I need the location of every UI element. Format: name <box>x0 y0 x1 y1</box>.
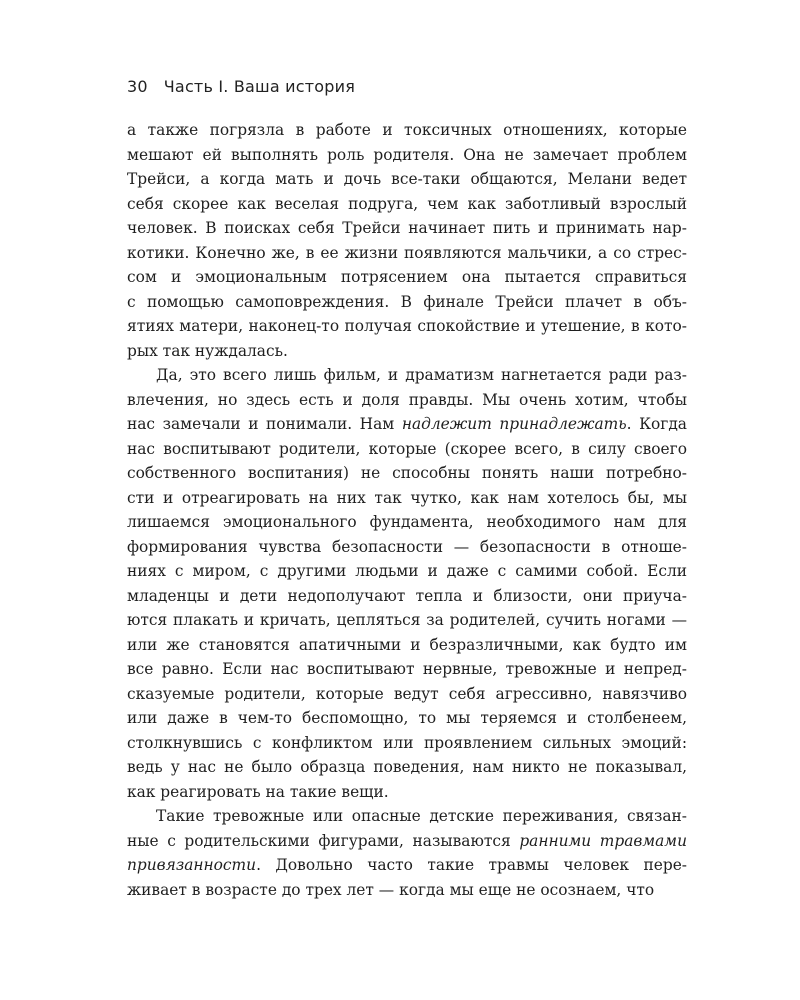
text-line <box>127 388 687 413</box>
body-text <box>127 118 687 902</box>
page-number: 30 <box>127 77 148 96</box>
text-run: ятиях матери, наконец-то получая спокойствие и утешение, в кото- <box>127 317 687 335</box>
text-run: нас воспитывают родители, которые (скорее всего, в силу своего <box>127 439 687 458</box>
text-run: котики. Конечно же, в ее жизни появляются мальчики, а со стрес- <box>127 243 687 262</box>
italic-text: привязанности <box>127 856 257 874</box>
text-line <box>127 363 687 388</box>
text-line <box>127 682 687 707</box>
text-line <box>127 265 687 290</box>
paragraph <box>127 118 687 363</box>
text-run: сти и отреагировать на них так чутко, как нам хотелось бы, мы <box>127 488 687 507</box>
text-run: с помощью самоповреждения. В финале Трейси плачет в объ- <box>127 292 687 311</box>
text-run: сказуемые родители, которые ведут себя агрессивно, навязчиво <box>127 684 687 703</box>
italic-text: ранними травмами <box>519 831 687 850</box>
text-run: Да, это всего лишь фильм, и драматизм нагнетается ради раз- <box>156 366 687 384</box>
text-run: или же становятся апатичными и безразличными, как будто им <box>127 635 687 654</box>
text-run: сом и эмоциональным потрясением она пытается справиться <box>127 268 687 286</box>
text-line <box>127 192 687 217</box>
text-run: человек. В поисках себя Трейси начинает пить и принимать нар- <box>127 219 687 237</box>
text-line <box>127 829 687 854</box>
text-line <box>127 486 687 511</box>
text-run: ниях с миром, с другими людьми и даже с самими собой. Если <box>127 562 687 580</box>
section-title: Часть I. Ваша история <box>163 77 356 96</box>
text-run: ные с родительскими фигурами, называются <box>127 831 520 850</box>
text-line <box>127 584 687 609</box>
paragraph <box>127 804 687 902</box>
text-line <box>127 780 687 805</box>
text-line <box>127 878 687 903</box>
text-line <box>127 241 687 266</box>
text-run: живает в возрасте до трех лет — когда мы еще не осознаем, что <box>127 880 655 899</box>
text-run: рых так нуждалась. <box>127 341 288 360</box>
text-line <box>127 633 687 658</box>
text-run: ются плакать и кричать, цепляться за родителей, сучить ногами — <box>127 611 687 629</box>
paragraph <box>127 363 687 804</box>
text-line <box>127 412 687 437</box>
text-run: лишаемся эмоционального фундамента, необходимого нам для <box>127 513 687 531</box>
text-run: Такие тревожные или опасные детские переживания, связан- <box>156 807 687 825</box>
text-line <box>127 461 687 486</box>
text-run: себя скорее как веселая подруга, чем как заботливый взрослый <box>127 194 687 213</box>
text-run: мешают ей выполнять роль родителя. Она не замечает проблем <box>127 145 687 164</box>
text-run: . Когда <box>626 415 687 433</box>
text-line <box>127 510 687 535</box>
text-line <box>127 535 687 560</box>
text-line <box>127 755 687 780</box>
text-run: формирования чувства безопасности — безопасности в отноше- <box>127 537 687 556</box>
text-line <box>127 314 687 339</box>
text-run: . Довольно часто такие травмы человек пере- <box>256 856 687 874</box>
text-line <box>127 290 687 315</box>
text-line <box>127 731 687 756</box>
text-line <box>127 437 687 462</box>
text-run: а также погрязла в работе и токсичных отношениях, которые <box>127 121 687 139</box>
text-run: Трейси, а когда мать и дочь все-таки общаются, Мелани ведет <box>127 170 687 188</box>
text-line <box>127 559 687 584</box>
text-line <box>127 216 687 241</box>
text-run: столкнувшись с конфликтом или проявлением сильных эмоций: <box>127 733 687 752</box>
text-line <box>127 339 687 364</box>
running-head <box>127 77 355 96</box>
text-run: ведь у нас не было образца поведения, нам никто не показывал, <box>127 758 687 776</box>
text-run: влечения, но здесь есть и доля правды. Мы очень хотим, чтобы <box>127 390 687 409</box>
text-run: собственного воспитания) не способны понять наши потребно- <box>127 464 687 482</box>
text-run: нас замечали и понимали. Нам <box>127 415 402 433</box>
text-run: или даже в чем-то беспомощно, то мы теряемся и столбенеем, <box>127 709 687 727</box>
text-run: младенцы и дети недополучают тепла и близости, они приуча- <box>127 586 687 605</box>
text-line <box>127 804 687 829</box>
text-line <box>127 167 687 192</box>
text-line <box>127 608 687 633</box>
italic-text: надлежит принадлежать <box>401 415 627 433</box>
text-run: все равно. Если нас воспитывают нервные, тревожные и непред- <box>127 660 687 678</box>
text-line <box>127 143 687 168</box>
text-line <box>127 118 687 143</box>
text-line <box>127 706 687 731</box>
text-line <box>127 657 687 682</box>
text-run: как реагировать на такие вещи. <box>127 782 389 801</box>
text-line <box>127 853 687 878</box>
